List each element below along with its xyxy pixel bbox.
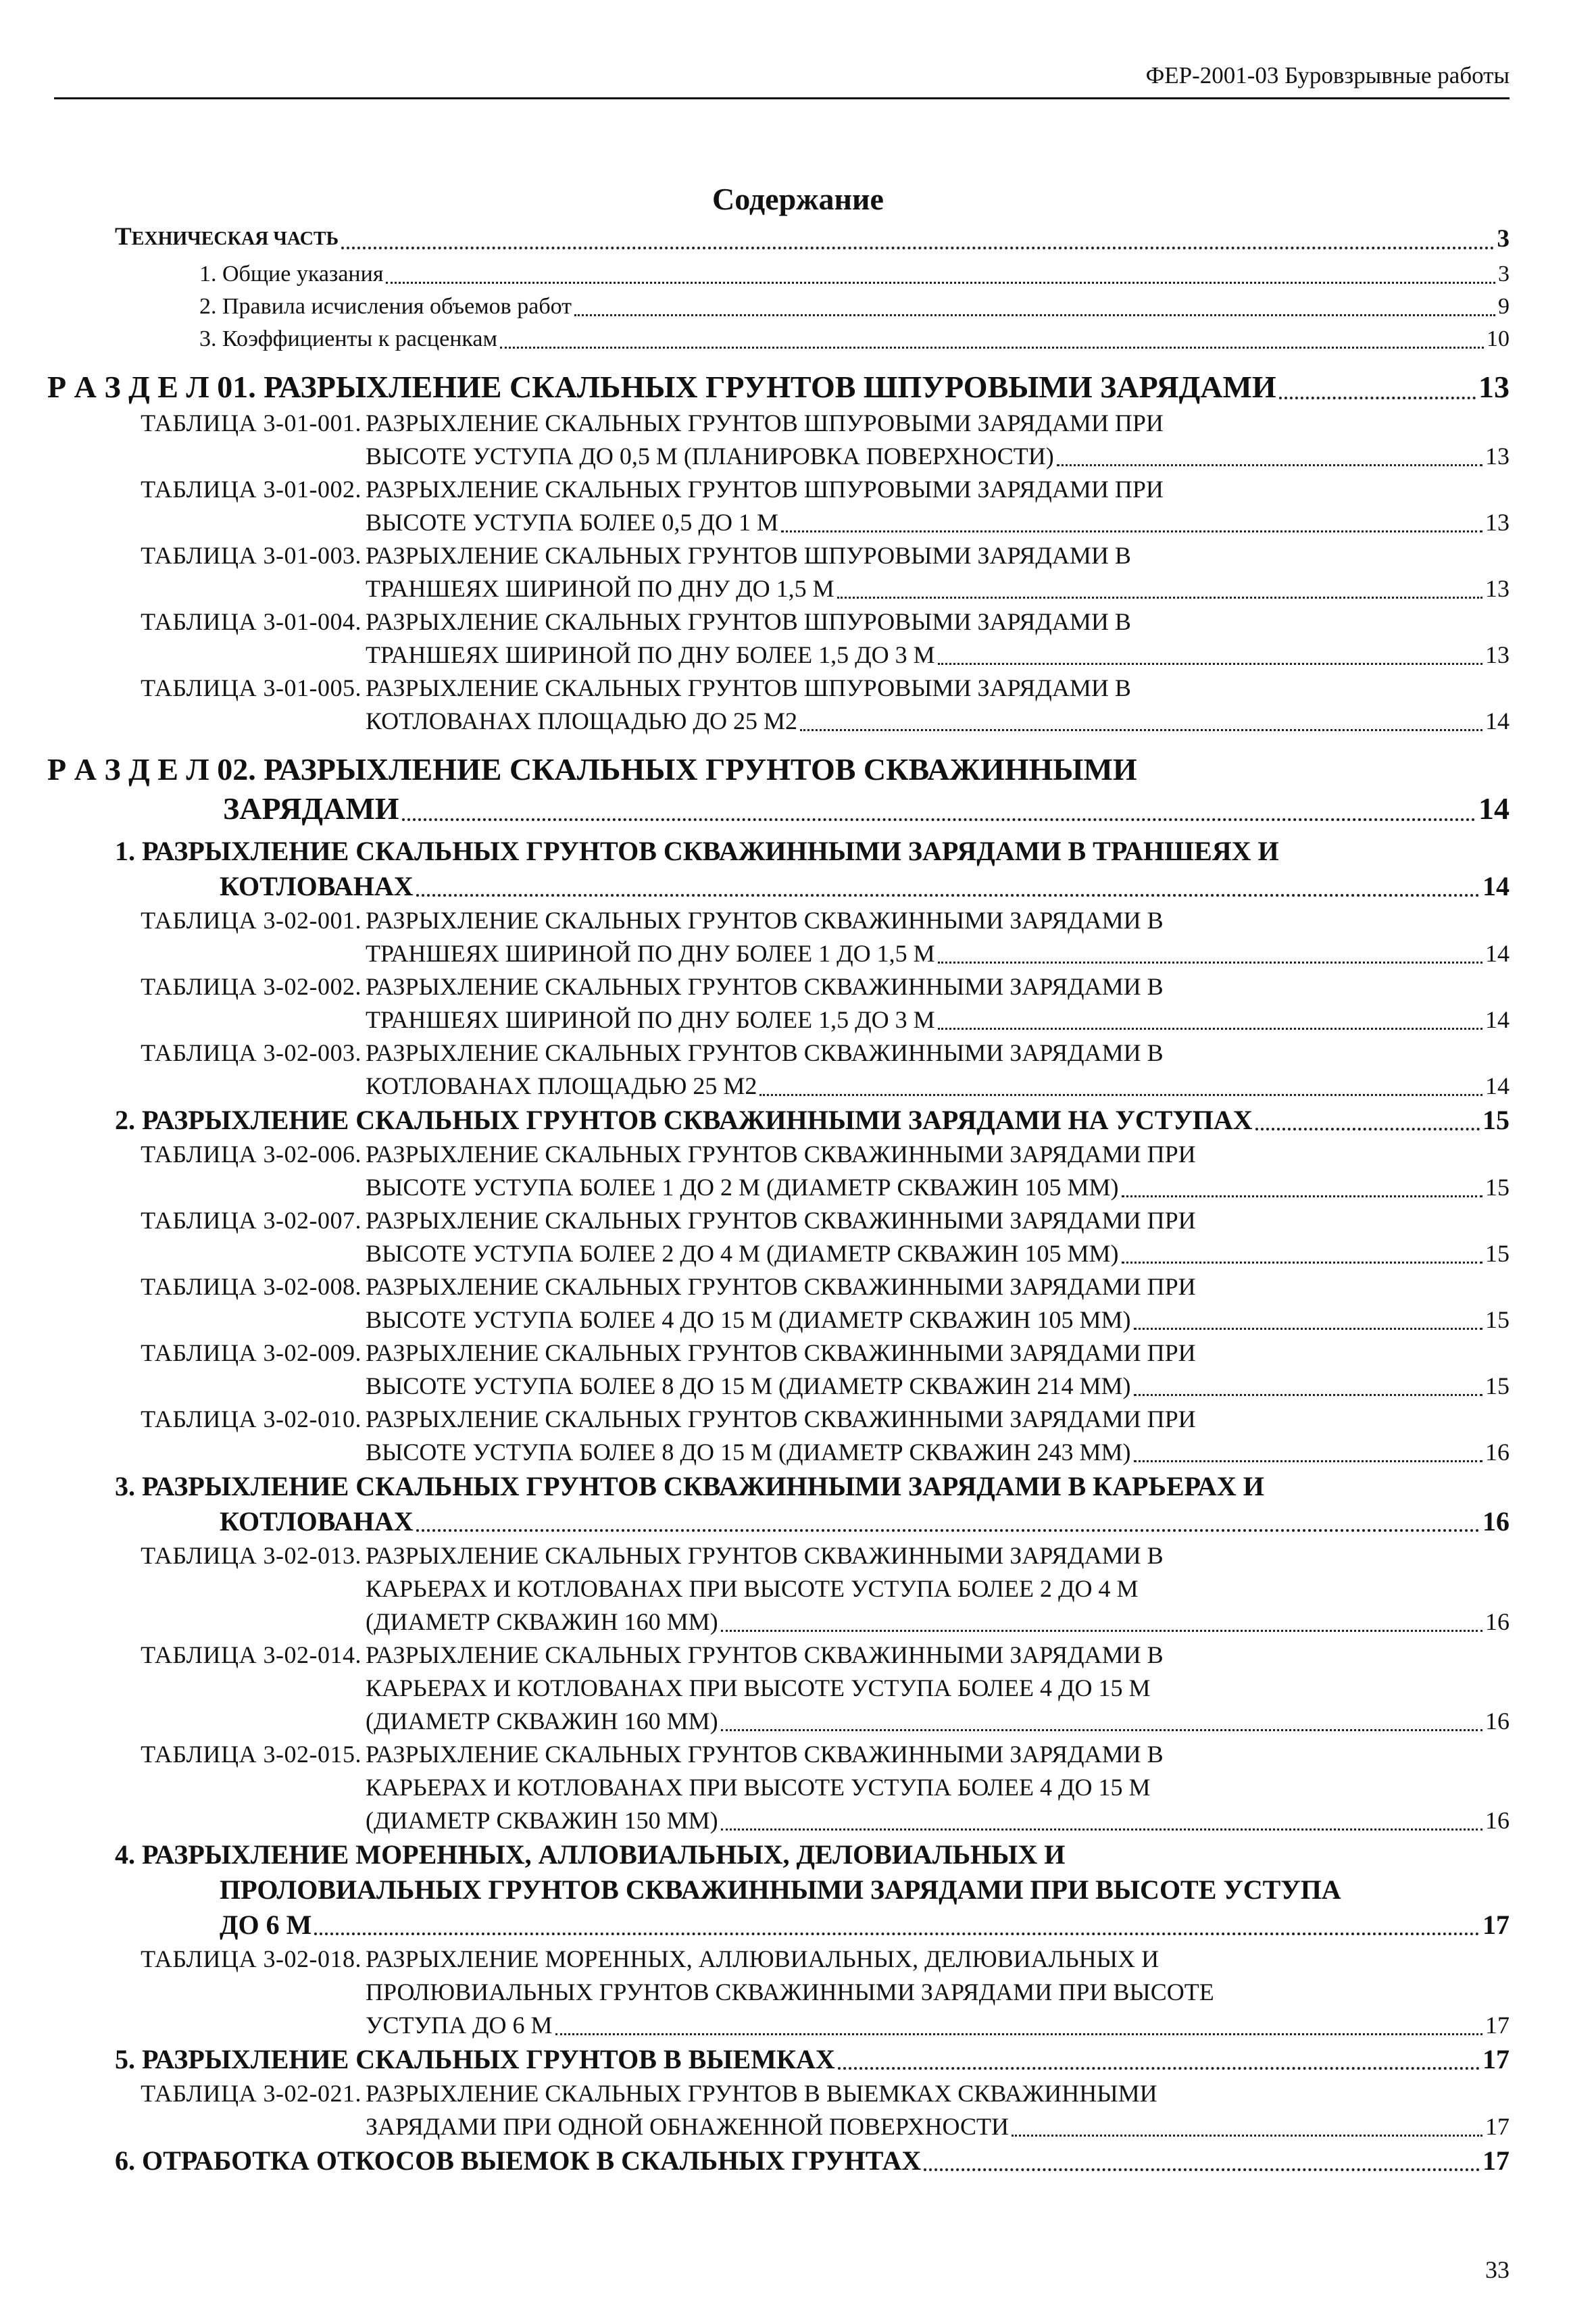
table-label: ТАБЛИЦА 3-02-018. bbox=[141, 1945, 361, 1972]
page-ref: 13 bbox=[1485, 509, 1510, 536]
toc-technical-label: ТЕХНИЧЕСКАЯ ЧАСТЬ bbox=[115, 223, 339, 251]
leader-dots bbox=[1134, 1328, 1482, 1330]
leader-dots bbox=[1122, 1195, 1482, 1197]
table-label: ТАБЛИЦА 3-02-009. bbox=[141, 1339, 361, 1366]
leader-dots bbox=[416, 1529, 1480, 1532]
leader-dots bbox=[1057, 464, 1482, 466]
toc-table-entry[interactable]: ТАБЛИЦА 3-02-008. РАЗРЫХЛЕНИЕ СКАЛЬНЫХ ГРУНТОВ СКВАЖИННЫМИ ЗАРЯДАМИ ПРИ ВЫСОТЕ УСТУПА БОЛЕЕ 4 ДО 15 М (ДИАМЕТР СКВАЖИН 105 ММ) 15 bbox=[0, 1270, 1510, 1337]
page-ref: 17 bbox=[1485, 2012, 1510, 2039]
leader-dots bbox=[416, 894, 1480, 897]
toc-table-entry[interactable]: ТАБЛИЦА 3-02-003. РАЗРЫХЛЕНИЕ СКАЛЬНЫХ ГРУНТОВ СКВАЖИННЫМИ ЗАРЯДАМИ В КОТЛОВАНАХ ПЛОЩАДЬЮ 25 М2 14 bbox=[0, 1037, 1510, 1103]
leader-dots bbox=[721, 1729, 1482, 1731]
leader-dots bbox=[1122, 1262, 1482, 1264]
leader-dots bbox=[574, 314, 1495, 316]
toc-subitem[interactable]: 1. Общие указания 3 bbox=[115, 258, 1510, 291]
leader-dots bbox=[759, 1094, 1482, 1096]
toc-table-entry[interactable]: ТАБЛИЦА 3-01-001. РАЗРЫХЛЕНИЕ СКАЛЬНЫХ ГРУНТОВ ШПУРОВЫМИ ЗАРЯДАМИ ПРИ ВЫСОТЕ УСТУПА ДО 0,5 М (ПЛАНИРОВКА ПОВЕРХНОСТИ) 13 bbox=[0, 407, 1510, 473]
toc-topic-2[interactable]: 2. РАЗРЫХЛЕНИЕ СКАЛЬНЫХ ГРУНТОВ СКВАЖИННЫМИ ЗАРЯДАМИ НА УСТУПАХ 15 bbox=[115, 1103, 1510, 1138]
page-ref: 15 bbox=[1485, 1306, 1510, 1333]
page-ref: 17 bbox=[1482, 1910, 1510, 1940]
table-label: ТАБЛИЦА 3-02-013. bbox=[141, 1542, 361, 1569]
leader-dots bbox=[721, 1630, 1482, 1632]
toc-topic-5[interactable]: 5. РАЗРЫХЛЕНИЕ СКАЛЬНЫХ ГРУНТОВ В ВЫЕМКАХ 17 bbox=[115, 2042, 1510, 2077]
page-ref: 17 bbox=[1482, 2145, 1510, 2176]
table-label: ТАБЛИЦА 3-01-003. bbox=[141, 542, 361, 569]
page-ref: 13 bbox=[1485, 443, 1510, 470]
table-label: ТАБЛИЦА 3-02-003. bbox=[141, 1039, 361, 1066]
toc-topic-3[interactable]: 3. РАЗРЫХЛЕНИЕ СКАЛЬНЫХ ГРУНТОВ СКВАЖИННЫМИ ЗАРЯДАМИ В КАРЬЕРАХ И КОТЛОВАНАХ 16 bbox=[115, 1469, 1510, 1539]
table-label: ТАБЛИЦА 3-02-002. bbox=[141, 973, 361, 1000]
leader-dots bbox=[781, 530, 1482, 532]
page-ref: 14 bbox=[1485, 1006, 1510, 1033]
leader-dots bbox=[386, 282, 1495, 284]
page-ref: 15 bbox=[1482, 1105, 1510, 1135]
toc-table-entry[interactable]: ТАБЛИЦА 3-02-007. РАЗРЫХЛЕНИЕ СКАЛЬНЫХ ГРУНТОВ СКВАЖИННЫМИ ЗАРЯДАМИ ПРИ ВЫСОТЕ УСТУПА БОЛЕЕ 2 ДО 4 М (ДИАМЕТР СКВАЖИН 105 ММ) 15 bbox=[0, 1204, 1510, 1270]
leader-dots bbox=[938, 962, 1482, 964]
table-label: ТАБЛИЦА 3-01-005. bbox=[141, 674, 361, 701]
page-ref: 14 bbox=[1485, 707, 1510, 735]
leader-dots bbox=[1134, 1460, 1482, 1462]
toc-table-entry[interactable]: ТАБЛИЦА 3-02-006. РАЗРЫХЛЕНИЕ СКАЛЬНЫХ ГРУНТОВ СКВАЖИННЫМИ ЗАРЯДАМИ ПРИ ВЫСОТЕ УСТУПА БОЛЕЕ 1 ДО 2 М (ДИАМЕТР СКВАЖИН 105 ММ) 15 bbox=[0, 1138, 1510, 1204]
leader-dots bbox=[402, 818, 1476, 821]
table-label: ТАБЛИЦА 3-02-014. bbox=[141, 1641, 361, 1668]
leader-dots bbox=[721, 1828, 1482, 1831]
leader-dots bbox=[500, 347, 1484, 349]
toc-subitem[interactable]: 2. Правила исчисления объемов работ 9 bbox=[115, 291, 1510, 323]
toc-title: Содержание bbox=[712, 182, 884, 216]
toc-table-entry[interactable]: ТАБЛИЦА 3-02-014. РАЗРЫХЛЕНИЕ СКАЛЬНЫХ ГРУНТОВ СКВАЖИННЫМИ ЗАРЯДАМИ В КАРЬЕРАХ И КОТЛОВАНАХ ПРИ ВЫСОТЕ УСТУПА БОЛЕЕ 4 ДО 15 М (ДИАМЕТР СКВАЖИН 160 ММ) 16 bbox=[0, 1639, 1510, 1738]
toc-table-entry[interactable]: ТАБЛИЦА 3-02-015. РАЗРЫХЛЕНИЕ СКАЛЬНЫХ ГРУНТОВ СКВАЖИННЫМИ ЗАРЯДАМИ В КАРЬЕРАХ И КОТЛОВАНАХ ПРИ ВЫСОТЕ УСТУПА БОЛЕЕ 4 ДО 15 М (ДИАМЕТР СКВАЖИН 150 ММ) 16 bbox=[0, 1738, 1510, 1837]
toc-table-entry[interactable]: ТАБЛИЦА 3-01-005. РАЗРЫХЛЕНИЕ СКАЛЬНЫХ ГРУНТОВ ШПУРОВЫМИ ЗАРЯДАМИ В КОТЛОВАНАХ ПЛОЩАДЬЮ ДО 25 М2 14 bbox=[0, 672, 1510, 738]
page-ref: 15 bbox=[1485, 1372, 1510, 1399]
page-ref: 14 bbox=[1478, 791, 1510, 826]
table-label: ТАБЛИЦА 3-01-001. bbox=[141, 409, 361, 437]
page-ref: 3 bbox=[1498, 262, 1510, 287]
page-ref: 10 bbox=[1487, 326, 1510, 351]
toc-table-entry[interactable]: ТАБЛИЦА 3-02-001. РАЗРЫХЛЕНИЕ СКАЛЬНЫХ ГРУНТОВ СКВАЖИННЫМИ ЗАРЯДАМИ В ТРАНШЕЯХ ШИРИНОЙ ПО ДНУ БОЛЕЕ 1 ДО 1,5 М 14 bbox=[0, 904, 1510, 970]
page-ref: 9 bbox=[1498, 294, 1510, 319]
page-ref: 14 bbox=[1485, 940, 1510, 967]
leader-dots bbox=[924, 2168, 1480, 2171]
leader-dots bbox=[800, 729, 1482, 731]
table-label: ТАБЛИЦА 3-02-007. bbox=[141, 1207, 361, 1234]
leader-dots bbox=[938, 1028, 1482, 1030]
toc-table-entry[interactable]: ТАБЛИЦА 3-02-021. РАЗРЫХЛЕНИЕ СКАЛЬНЫХ ГРУНТОВ В ВЫЕМКАХ СКВАЖИННЫМИ ЗАРЯДАМИ ПРИ ОДНОЙ ОБНАЖЕННОЙ ПОВЕРХНОСТИ 17 bbox=[0, 2077, 1510, 2143]
leader-dots bbox=[341, 247, 1494, 249]
toc-table-entry[interactable]: ТАБЛИЦА 3-02-009. РАЗРЫХЛЕНИЕ СКАЛЬНЫХ ГРУНТОВ СКВАЖИННЫМИ ЗАРЯДАМИ ПРИ ВЫСОТЕ УСТУПА БОЛЕЕ 8 ДО 15 М (ДИАМЕТР СКВАЖИН 214 ММ) 15 bbox=[0, 1337, 1510, 1403]
toc-technical-part[interactable] bbox=[115, 220, 1510, 257]
table-of-contents bbox=[47, 220, 1510, 2179]
toc-topic-6[interactable]: 6. ОТРАБОТКА ОТКОСОВ ВЫЕМОК В СКАЛЬНЫХ ГРУНТАХ 17 bbox=[115, 2143, 1510, 2179]
toc-section-02[interactable]: Р А З Д Е Л 02. РАЗРЫХЛЕНИЕ СКАЛЬНЫХ ГРУНТОВ СКВАЖИННЫМИ ЗАРЯДАМИ 14 bbox=[47, 750, 1510, 828]
leader-dots bbox=[1255, 1128, 1480, 1130]
table-label: ТАБЛИЦА 3-02-021. bbox=[141, 2080, 361, 2107]
page-ref: 13 bbox=[1485, 641, 1510, 668]
page-ref: 14 bbox=[1485, 1072, 1510, 1099]
page-ref: 17 bbox=[1485, 2113, 1510, 2140]
table-label: ТАБЛИЦА 3-02-006. bbox=[141, 1141, 361, 1168]
leader-dots bbox=[1279, 397, 1476, 399]
page-ref: 13 bbox=[1478, 370, 1510, 404]
toc-table-entry[interactable]: ТАБЛИЦА 3-02-013. РАЗРЫХЛЕНИЕ СКАЛЬНЫХ ГРУНТОВ СКВАЖИННЫМИ ЗАРЯДАМИ В КАРЬЕРАХ И КОТЛОВАНАХ ПРИ ВЫСОТЕ УСТУПА БОЛЕЕ 2 ДО 4 М (ДИАМЕТР СКВАЖИН 160 ММ) 16 bbox=[0, 1539, 1510, 1639]
table-label: ТАБЛИЦА 3-02-015. bbox=[141, 1741, 361, 1768]
page-ref: 14 bbox=[1482, 871, 1510, 901]
page-ref: 16 bbox=[1485, 1708, 1510, 1735]
page-number: 33 bbox=[1485, 2256, 1510, 2283]
table-label: ТАБЛИЦА 3-01-004. bbox=[141, 608, 361, 635]
leader-dots bbox=[837, 597, 1482, 599]
page-ref: 3 bbox=[1497, 225, 1510, 253]
table-label: ТАБЛИЦА 3-02-008. bbox=[141, 1273, 361, 1300]
page-ref: 17 bbox=[1482, 2044, 1510, 2074]
toc-table-entry[interactable]: ТАБЛИЦА 3-02-010. РАЗРЫХЛЕНИЕ СКАЛЬНЫХ ГРУНТОВ СКВАЖИННЫМИ ЗАРЯДАМИ ПРИ ВЫСОТЕ УСТУПА БОЛЕЕ 8 ДО 15 М (ДИАМЕТР СКВАЖИН 243 ММ) 16 bbox=[0, 1403, 1510, 1469]
table-label: ТАБЛИЦА 3-01-002. bbox=[141, 476, 361, 503]
page-ref: 16 bbox=[1482, 1506, 1510, 1537]
table-label: ТАБЛИЦА 3-02-001. bbox=[141, 907, 361, 934]
toc-table-entry[interactable]: ТАБЛИЦА 3-02-002. РАЗРЫХЛЕНИЕ СКАЛЬНЫХ ГРУНТОВ СКВАЖИННЫМИ ЗАРЯДАМИ В ТРАНШЕЯХ ШИРИНОЙ ПО ДНУ БОЛЕЕ 1,5 ДО 3 М 14 bbox=[0, 970, 1510, 1037]
toc-table-entry[interactable]: ТАБЛИЦА 3-01-004. РАЗРЫХЛЕНИЕ СКАЛЬНЫХ ГРУНТОВ ШПУРОВЫМИ ЗАРЯДАМИ В ТРАНШЕЯХ ШИРИНОЙ ПО ДНУ БОЛЕЕ 1,5 ДО 3 М 13 bbox=[0, 605, 1510, 672]
table-label: ТАБЛИЦА 3-02-010. bbox=[141, 1405, 361, 1433]
leader-dots bbox=[1012, 2135, 1482, 2137]
toc-table-entry[interactable]: ТАБЛИЦА 3-02-018. РАЗРЫХЛЕНИЕ МОРЕННЫХ, АЛЛЮВИАЛЬНЫХ, ДЕЛЮВИАЛЬНЫХ И ПРОЛЮВИАЛЬНЫХ ГРУНТОВ СКВАЖИННЫМИ ЗАРЯДАМИ ПРИ ВЫСОТЕ УСТУПА ДО 6 М 17 bbox=[0, 1943, 1510, 2042]
running-header: ФЕР-2001-03 Буровзрывные работы bbox=[54, 62, 1510, 99]
leader-dots bbox=[938, 663, 1482, 665]
page-ref: 16 bbox=[1485, 1439, 1510, 1466]
leader-dots bbox=[1134, 1394, 1482, 1396]
leader-dots bbox=[838, 2067, 1480, 2070]
page-ref: 16 bbox=[1485, 1608, 1510, 1635]
toc-table-entry[interactable]: ТАБЛИЦА 3-01-003. РАЗРЫХЛЕНИЕ СКАЛЬНЫХ ГРУНТОВ ШПУРОВЫМИ ЗАРЯДАМИ В ТРАНШЕЯХ ШИРИНОЙ ПО ДНУ ДО 1,5 М 13 bbox=[0, 539, 1510, 605]
leader-dots bbox=[555, 2033, 1482, 2035]
toc-topic-4[interactable]: 4. РАЗРЫХЛЕНИЕ МОРЕННЫХ, АЛЛОВИАЛЬНЫХ, ДЕЛОВИАЛЬНЫХ И ПРОЛОВИАЛЬНЫХ ГРУНТОВ СКВАЖИННЫМИ ЗАРЯДАМИ ПРИ ВЫСОТЕ УСТУПА ДО 6 М 17 bbox=[115, 1837, 1510, 1943]
toc-topic-1[interactable]: 1. РАЗРЫХЛЕНИЕ СКАЛЬНЫХ ГРУНТОВ СКВАЖИННЫМИ ЗАРЯДАМИ В ТРАНШЕЯХ И КОТЛОВАНАХ 14 bbox=[115, 834, 1510, 904]
page-ref: 15 bbox=[1485, 1174, 1510, 1201]
page-ref: 16 bbox=[1485, 1807, 1510, 1834]
toc-table-entry[interactable]: ТАБЛИЦА 3-01-002. РАЗРЫХЛЕНИЕ СКАЛЬНЫХ ГРУНТОВ ШПУРОВЫМИ ЗАРЯДАМИ ПРИ ВЫСОТЕ УСТУПА БОЛЕЕ 0,5 ДО 1 М 13 bbox=[0, 473, 1510, 539]
toc-subitem[interactable]: 3. Коэффициенты к расценкам 10 bbox=[115, 323, 1510, 355]
leader-dots bbox=[314, 1933, 1480, 1935]
toc-section-01[interactable]: Р А З Д Е Л 01. РАЗРЫХЛЕНИЕ СКАЛЬНЫХ ГРУНТОВ ШПУРОВЫМИ ЗАРЯДАМИ 13 bbox=[47, 368, 1510, 407]
page-ref: 15 bbox=[1485, 1240, 1510, 1267]
page-ref: 13 bbox=[1485, 575, 1510, 602]
